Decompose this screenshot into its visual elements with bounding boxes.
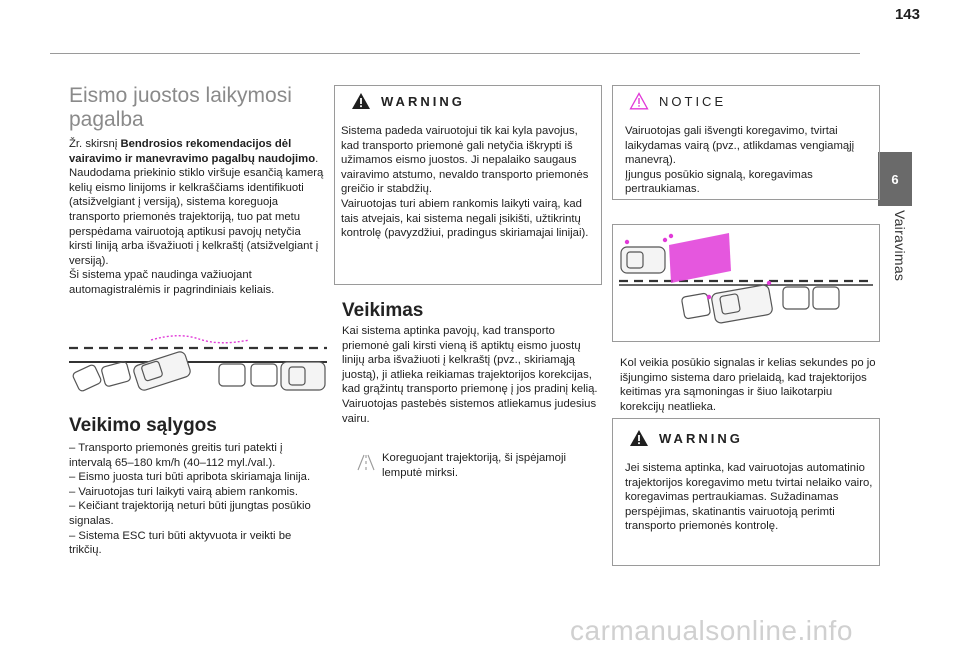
warning-box [334, 85, 602, 285]
notice-triangle-icon [629, 92, 649, 110]
notice-header [629, 92, 726, 110]
warning-box-2 [612, 418, 880, 566]
trajectory-correction-illustration [612, 224, 880, 342]
reference-paragraph [69, 137, 327, 166]
list-item: – Transporto priemonės greitis turi patekti į intervalą 65–180 km/h (40–112 myl./val.). [69, 442, 283, 469]
ref-suffix: . [315, 152, 319, 165]
notice-title: NOTICE [659, 93, 727, 109]
conditions-heading: Veikimo sąlygos [69, 415, 217, 436]
warning-content [341, 124, 593, 241]
list-item: – Eismo juosta turi būti apribota skiriamąja linija. [69, 471, 311, 484]
list-item: – Keičiant trajektoriją neturi būti įjungtas posūkio signalas. [69, 500, 311, 527]
intro-text [69, 137, 327, 298]
operation-paragraph-2: Vairuotojas pastebės sistemos atliekamus judesius vairu. [342, 397, 597, 425]
chapter-tab-title: Vairavimas [892, 210, 908, 282]
notice-content [625, 124, 875, 197]
warning2-content: Jei sistema aptinka, kad vairuotojas automatinio trajektorijos koregavimo metu tvirtai nelaiko vairo, koregavimas pertraukiamas. Sužadinamas perspėjimas, skatinantis vairuotoją perimti transporto priemonės kontrolę. [625, 462, 873, 533]
warning-triangle-icon [351, 92, 371, 110]
warning2-title: WARNING [659, 430, 743, 446]
conditions-list [69, 441, 327, 558]
warning-title: WARNING [381, 93, 465, 109]
list-item: – Sistema ESC turi būti aktyvuota ir veikti be trikčių. [69, 529, 292, 557]
page-number: 143 [894, 6, 920, 23]
warning-header [351, 92, 465, 110]
operation-text [342, 324, 604, 426]
notice-paragraph-2: Įjungus posūkio signalą, koregavimas pertraukiamas. [625, 168, 813, 196]
turn-signal-paragraph: Kol veikia posūkio signalas ir kelias sekundes po jo išjungimo sistema daro prielaidą, kad trajektorijos keitimas yra sąmoningas ir šiuo laikotarpiu korekcijų neatlieka. [620, 357, 876, 413]
lane-departure-illustration [69, 330, 327, 395]
operation-paragraph-1: Kai sistema aptinka pavojų, kad transporto priemonė gali kirsti vieną iš aptiktų eismo juostų linijų arba išvažiuoti į kelkraštį (pvz., skiriamąją juostą), ji atlieka reikiamas trajektorijos korekcijas, kad grąžintų transporto priemonę į jos pradinį kelią. [342, 325, 598, 396]
warning-paragraph-1: Sistema padeda vairuotojui tik kai kyla pavojus, kad transporto priemonė gali netyčia iškrypti iš užimamos eismo juostos. Ji nepalaiko saugaus vairavimo atstumo, nevaldo transporto priemonės greičio ir stabdžių. [341, 125, 589, 196]
warning-triangle-icon [629, 429, 649, 447]
chapter-tab-number[interactable]: 6 [878, 152, 912, 206]
operation-heading: Veikimas [342, 300, 424, 321]
intro-paragraph-1: Naudodama priekinio stiklo viršuje esančią kamerą kelių eismo linijoms ir kelkraščiams identifikuoti (atsižvelgiant į versiją), sistema koreguoja transporto priemonės trajektoriją, tuo pat metu perspėdama vairuotoją aptikusi pavojų netyčia kirsti liniją arba išvažiuoti į kelkraštį (atsižvelgiant į versiją). [69, 167, 324, 267]
ref-link[interactable]: Bendrosios rekomendacijos dėl vairavimo ir manevravimo pagalbų naudojimo [69, 138, 316, 165]
notice-paragraph-1: Vairuotojas gali išvengti koregavimo, tvirtai laikydamas vairą (pvz., atlikdamas vengiamąjį manevrą). [625, 125, 855, 167]
header-rule [50, 53, 860, 54]
ref-prefix: Žr. skirsnį [69, 138, 121, 150]
page-title: Eismo juostos laikymosi pagalba [69, 84, 292, 131]
list-item: – Vairuotojas turi laikyti vairą abiem rankomis. [69, 485, 298, 498]
notice-box [612, 85, 880, 200]
watermark: carmanualsonline.info [570, 615, 853, 646]
intro-paragraph-2: Ši sistema ypač naudinga važiuojant automagistralėmis ir pagrindiniais keliais. [69, 269, 275, 296]
warning-paragraph-2: Vairuotojas turi abiem rankomis laikyti vairą, kad tais atvejais, kai sistema negali įsikišti, užtikrintų kontrolę (pavyzdžiui, pradingus skiriamajai linijai). [341, 197, 589, 240]
indicator-text: Koreguojant trajektoriją, ši įspėjamoji lemputė mirksi. [382, 452, 566, 479]
warning2-header [629, 429, 743, 447]
lane-keeping-warning-lamp-icon [355, 452, 377, 472]
